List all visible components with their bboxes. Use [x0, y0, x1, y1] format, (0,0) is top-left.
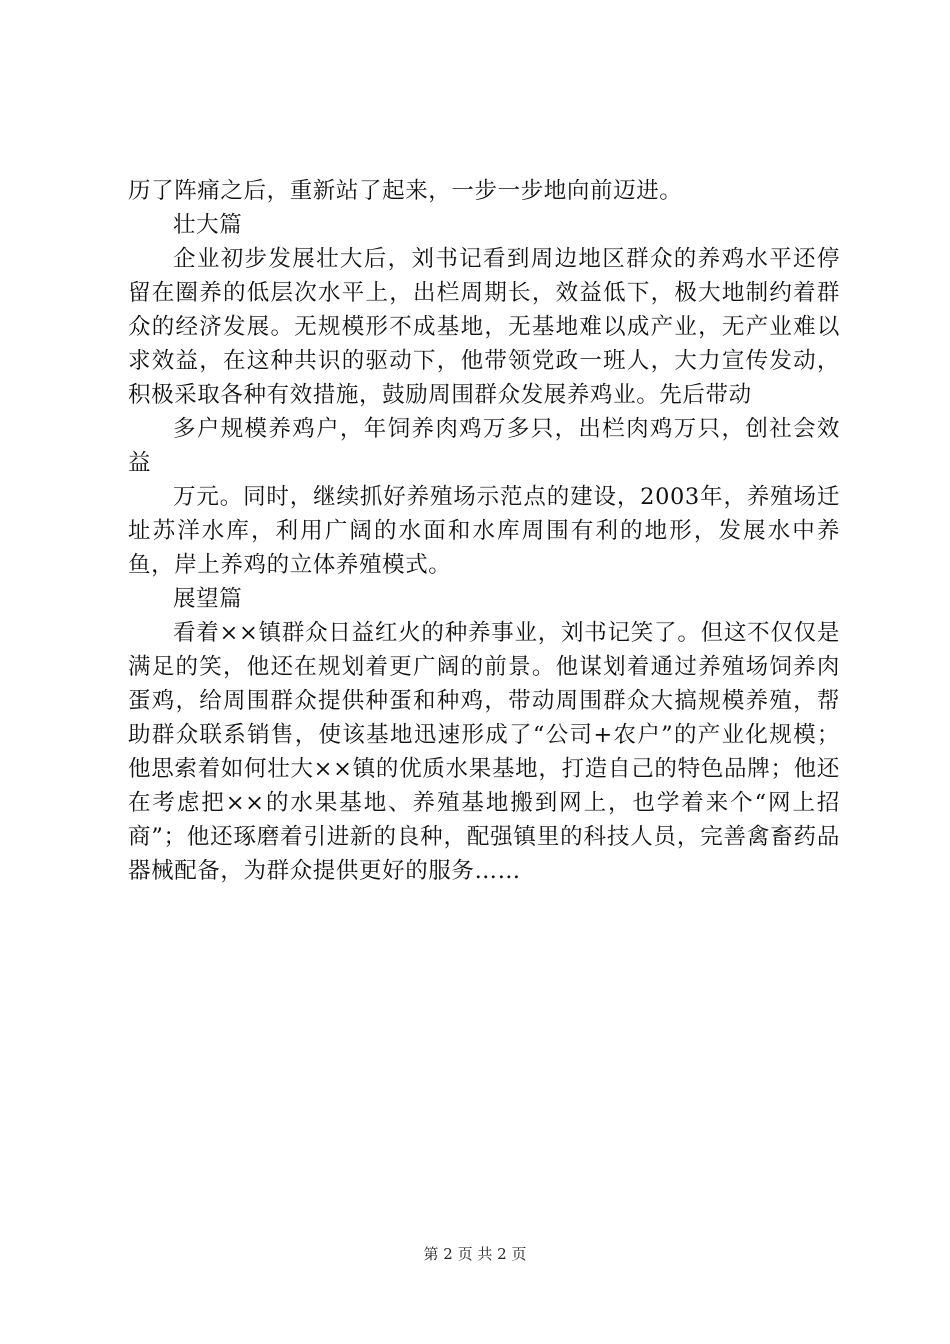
paragraph-growth-3: 万元。同时，继续抓好养殖场示范点的建设，2003年，养殖场迁址苏洋水库，利用广阔的水面和水库周围有利的地形，发展水中养鱼，岸上养鸡的立体养殖模式。 [128, 484, 840, 578]
page-number-footer: 第 2 页 共 2 页 [423, 1245, 527, 1263]
paragraph-outlook: 看着××镇群众日益红火的种养事业，刘书记笑了。但这不仅仅是满足的笑，他还在规划着更广阔的前景。他谋划着通过养殖场饲养肉蛋鸡，给周围群众提供种蛋和种鸡，带动周围群众大搞规模养殖，帮助群众联系销售，使该基地迅速形成了“公司+农户”的产业化规模；他思索着如何壮大××镇的优质水果基地，打造自己的特色品牌；他还在考虑把××的水果基地、养殖基地搬到网上，也学着来个“网上招商”；他还琢磨着引进新的良种，配强镇里的科技人员，完善禽畜药品器械配备，为群众提供更好的服务…… [128, 620, 840, 884]
paragraph-continuation: 历了阵痛之后，重新站了起来，一步一步地向前迈进。 [128, 178, 683, 204]
section-heading-outlook: 展望篇 [173, 586, 243, 612]
paragraph-growth-2: 多户规模养鸡户，年饲养肉鸡万多只，出栏肉鸡万只，创社会效益 [128, 416, 840, 476]
section-heading-growth: 壮大篇 [173, 212, 243, 238]
document-body [128, 174, 840, 888]
paragraph-growth-1: 企业初步发展壮大后，刘书记看到周边地区群众的养鸡水平还停留在圈养的低层次水平上，出栏周期长，效益低下，极大地制约着群众的经济发展。无规模形不成基地，无基地难以成产业，无产业难以求效益，在这种共识的驱动下，他带领党政一班人，大力宣传发动，积极采取各种有效措施，鼓励周围群众发展养鸡业。先后带动 [128, 246, 840, 408]
